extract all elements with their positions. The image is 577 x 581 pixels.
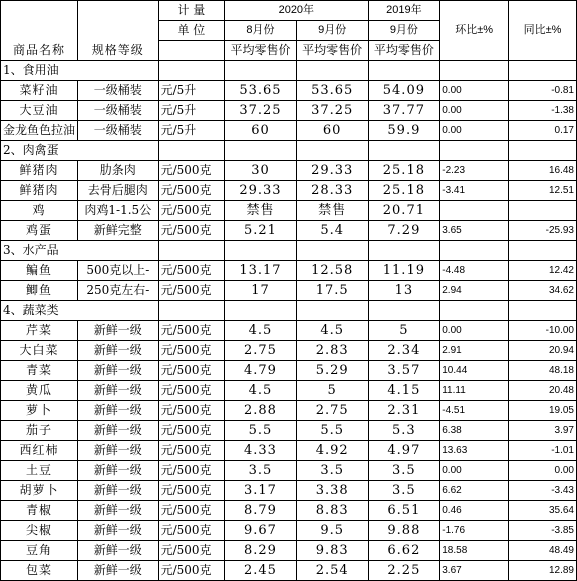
sep-2020-price-cell: 2.75 [296,401,368,421]
sep-2020-price-cell: 8.83 [296,501,368,521]
aug-2020-price-cell: 2.45 [225,561,297,581]
table-row [1,221,577,241]
mom-change-cell: 18.58 [440,541,509,561]
product-name-cell: 土豆 [1,461,78,481]
mom-change-cell: 3.67 [440,561,509,581]
product-name-cell: 茄子 [1,421,78,441]
product-name-cell: 青菜 [1,361,78,381]
sep-2019-price-cell: 6.51 [368,501,440,521]
yoy-change-cell: 35.64 [509,501,577,521]
section-empty-cell [296,61,368,81]
table-row [1,541,577,561]
spec-cell: 新鲜一级 [78,341,159,361]
spec-cell: 新鲜一级 [78,461,159,481]
unit-cell: 元/500克 [158,361,225,381]
sep-2019-price-cell: 20.71 [368,201,440,221]
spec-cell: 新鲜一级 [78,321,159,341]
section-empty-cell [158,61,225,81]
product-name-cell: 黄瓜 [1,381,78,401]
product-name-cell: 包菜 [1,561,78,581]
yoy-change-cell: -25.93 [509,221,577,241]
aug-2020-price-cell: 30 [225,161,297,181]
yoy-header: 同比±% [509,1,577,61]
section-empty-cell [225,61,297,81]
sep-2020-price-cell: 9.83 [296,541,368,561]
aug-2020-price-cell: 8.79 [225,501,297,521]
unit-cell: 元/500克 [158,501,225,521]
product-name-cell: 鲜猪肉 [1,161,78,181]
unit-header-empty [158,41,225,61]
header-empty-cell [78,21,159,41]
avg-price-header-aug: 平均零售价 [225,41,297,61]
section-empty-cell [368,61,440,81]
mom-change-cell: 0.00 [440,121,509,141]
aug-2020-price-cell: 3.5 [225,461,297,481]
yoy-change-cell: -3.85 [509,521,577,541]
sep-2019-price-cell: 5.3 [368,421,440,441]
product-name-cell: 胡萝卜 [1,481,78,501]
spec-cell: 500克以上- [78,261,159,281]
sep-2019-price-cell: 4.97 [368,441,440,461]
sep-2020-price-cell: 5.5 [296,421,368,441]
avg-price-header-2019: 平均零售价 [368,41,440,61]
unit-cell: 元/500克 [158,161,225,181]
unit-header: 单 位 [158,21,225,41]
section-empty-cell [440,301,509,321]
sep-2019-price-cell: 37.77 [368,101,440,121]
aug-2020-price-cell: 37.25 [225,101,297,121]
aug-2020-price-cell: 4.5 [225,321,297,341]
spec-cell: 新鲜一级 [78,521,159,541]
measure-header: 计 量 [158,1,225,21]
spec-cell: 新鲜一级 [78,481,159,501]
product-name-cell: 菜籽油 [1,81,78,101]
unit-cell: 元/500克 [158,201,225,221]
spec-cell: 新鲜一级 [78,421,159,441]
sep-2020-price-cell: 12.58 [296,261,368,281]
section-empty-cell [509,61,577,81]
aug-2020-price-cell: 4.33 [225,441,297,461]
sep-2020-price-cell: 2.83 [296,341,368,361]
mom-change-cell: 10.44 [440,361,509,381]
section-empty-cell [509,241,577,261]
section-empty-cell [158,241,225,261]
mom-change-cell: -4.48 [440,261,509,281]
table-row [1,361,577,381]
sep-2020-price-cell: 37.25 [296,101,368,121]
section-title: 3、水产品 [1,241,78,261]
sep-2019-price-cell: 25.18 [368,181,440,201]
mom-change-cell: 6.62 [440,481,509,501]
sep-2019-price-cell: 2.25 [368,561,440,581]
aug-2020-price-cell: 60 [225,121,297,141]
year-2019-header: 2019年 [368,1,440,21]
table-row [1,341,577,361]
yoy-change-cell: 0.00 [509,461,577,481]
aug-2020-price-cell: 禁售 [225,201,297,221]
table-row [1,261,577,281]
sep-2020-price-cell: 28.33 [296,181,368,201]
spec-cell: 去骨后腿肉 [78,181,159,201]
yoy-change-cell: -10.00 [509,321,577,341]
sep-2019-price-cell: 11.19 [368,261,440,281]
yoy-change-cell: 12.89 [509,561,577,581]
yoy-change-cell: 12.51 [509,181,577,201]
yoy-change-cell: -3.43 [509,481,577,501]
yoy-change-cell: -0.81 [509,81,577,101]
mom-change-cell: 6.38 [440,421,509,441]
section-empty-cell [225,241,297,261]
aug-2020-price-cell: 5.21 [225,221,297,241]
mom-change-cell: 13.63 [440,441,509,461]
section-empty-cell [368,141,440,161]
yoy-change-cell: 20.94 [509,341,577,361]
table-row [1,561,577,581]
table-row [1,421,577,441]
product-name-cell: 鲫鱼 [1,281,78,301]
header-row-1 [1,1,577,21]
sep-2020-price-cell: 3.38 [296,481,368,501]
section-row [1,301,577,321]
yoy-change-cell: -1.01 [509,441,577,461]
table-row [1,101,577,121]
aug-2020-price-cell: 13.17 [225,261,297,281]
aug-2020-price-cell: 29.33 [225,181,297,201]
sep-2019-header: 9月份 [368,21,440,41]
sep-2020-price-cell: 5.29 [296,361,368,381]
section-row [1,141,577,161]
unit-cell: 元/500克 [158,261,225,281]
table-row [1,121,577,141]
spec-cell: 一级桶装 [78,121,159,141]
unit-cell: 元/500克 [158,481,225,501]
mom-change-cell: 3.65 [440,221,509,241]
unit-cell: 元/500克 [158,521,225,541]
sep-2019-price-cell: 3.5 [368,481,440,501]
avg-price-header-sep: 平均零售价 [296,41,368,61]
sep-2020-price-cell: 4.92 [296,441,368,461]
unit-cell: 元/500克 [158,461,225,481]
spec-cell: 新鲜一级 [78,441,159,461]
table-row [1,201,577,221]
product-name-cell: 鸡蛋 [1,221,78,241]
unit-cell: 元/500克 [158,221,225,241]
yoy-change-cell: 20.48 [509,381,577,401]
section-blank-cell [78,61,159,81]
sep-2019-price-cell: 59.9 [368,121,440,141]
table-row [1,81,577,101]
mom-change-cell: -2.23 [440,161,509,181]
aug-2020-price-cell: 2.75 [225,341,297,361]
product-name-cell: 鳊鱼 [1,261,78,281]
unit-cell: 元/500克 [158,181,225,201]
section-empty-cell [296,141,368,161]
unit-cell: 元/500克 [158,541,225,561]
product-name-cell: 芹菜 [1,321,78,341]
product-name-cell: 青椒 [1,501,78,521]
price-table-body [1,1,577,581]
table-row [1,461,577,481]
table-row [1,281,577,301]
section-empty-cell [440,241,509,261]
mom-change-cell: 0.00 [440,461,509,481]
sep-2020-price-cell: 29.33 [296,161,368,181]
sep-2019-price-cell: 6.62 [368,541,440,561]
product-name-header: 商品名称 [1,41,78,61]
sep-2019-price-cell: 2.34 [368,341,440,361]
section-empty-cell [225,141,297,161]
section-empty-cell [158,301,225,321]
aug-2020-price-cell: 2.88 [225,401,297,421]
header-empty-cell [1,1,78,21]
aug-2020-price-cell: 4.5 [225,381,297,401]
sep-2019-price-cell: 9.88 [368,521,440,541]
spec-cell: 新鲜一级 [78,361,159,381]
table-row [1,501,577,521]
sep-header: 9月份 [296,21,368,41]
section-row [1,241,577,261]
yoy-change-cell [509,201,577,221]
table-row [1,481,577,501]
section-empty-cell [509,141,577,161]
spec-cell: 250克左右- [78,281,159,301]
section-empty-cell [296,301,368,321]
product-name-cell: 萝卜 [1,401,78,421]
mom-change-cell [440,201,509,221]
section-title: 2、肉禽蛋 [1,141,78,161]
aug-2020-price-cell: 8.29 [225,541,297,561]
unit-cell: 元/5升 [158,121,225,141]
table-row [1,521,577,541]
spec-cell: 一级桶装 [78,81,159,101]
section-title: 1、食用油 [1,61,78,81]
yoy-change-cell: 34.62 [509,281,577,301]
yoy-change-cell: -1.38 [509,101,577,121]
section-empty-cell [440,141,509,161]
unit-cell: 元/500克 [158,341,225,361]
mom-change-cell: -3.41 [440,181,509,201]
sep-2020-price-cell: 3.5 [296,461,368,481]
yoy-change-cell: 48.18 [509,361,577,381]
spec-cell: 肉鸡1-1.5公 [78,201,159,221]
product-name-cell: 西红柿 [1,441,78,461]
spec-cell: 一级桶装 [78,101,159,121]
section-empty-cell [509,301,577,321]
section-empty-cell [158,141,225,161]
spec-cell: 新鲜一级 [78,561,159,581]
unit-cell: 元/500克 [158,381,225,401]
mom-change-cell: -4.51 [440,401,509,421]
table-row [1,381,577,401]
unit-cell: 元/500克 [158,281,225,301]
sep-2020-price-cell: 17.5 [296,281,368,301]
mom-change-cell: 2.91 [440,341,509,361]
product-name-cell: 大豆油 [1,101,78,121]
spec-cell: 新鲜一级 [78,541,159,561]
sep-2020-price-cell: 禁售 [296,201,368,221]
aug-header: 8月份 [225,21,297,41]
unit-cell: 元/5升 [158,81,225,101]
table-row [1,181,577,201]
product-name-cell: 大白菜 [1,341,78,361]
spec-grade-header: 规格等级 [78,41,159,61]
table-row [1,161,577,181]
section-empty-cell [368,301,440,321]
yoy-change-cell: 12.42 [509,261,577,281]
sep-2020-price-cell: 2.54 [296,561,368,581]
mom-change-cell: -1.76 [440,521,509,541]
section-empty-cell [368,241,440,261]
product-name-cell: 鸡 [1,201,78,221]
sep-2020-price-cell: 9.5 [296,521,368,541]
unit-cell: 元/500克 [158,441,225,461]
sep-2019-price-cell: 5 [368,321,440,341]
mom-change-cell: 0.00 [440,81,509,101]
table-row [1,441,577,461]
sep-2019-price-cell: 2.31 [368,401,440,421]
aug-2020-price-cell: 5.5 [225,421,297,441]
unit-cell: 元/500克 [158,321,225,341]
sep-2020-price-cell: 60 [296,121,368,141]
unit-cell: 元/500克 [158,561,225,581]
unit-cell: 元/500克 [158,401,225,421]
section-row [1,61,577,81]
sep-2019-price-cell: 7.29 [368,221,440,241]
section-blank-cell [78,301,159,321]
aug-2020-price-cell: 53.65 [225,81,297,101]
product-name-cell: 金龙鱼色拉油 [1,121,78,141]
mom-change-cell: 0.00 [440,101,509,121]
sep-2019-price-cell: 25.18 [368,161,440,181]
sep-2019-price-cell: 13 [368,281,440,301]
table-row [1,401,577,421]
sep-2020-price-cell: 4.5 [296,321,368,341]
product-name-cell: 尖椒 [1,521,78,541]
sep-2020-price-cell: 5.4 [296,221,368,241]
sep-2020-price-cell: 53.65 [296,81,368,101]
yoy-change-cell: 16.48 [509,161,577,181]
header-empty-cell [1,21,78,41]
sep-2019-price-cell: 4.15 [368,381,440,401]
spec-cell: 新鲜一级 [78,501,159,521]
aug-2020-price-cell: 4.79 [225,361,297,381]
product-name-cell: 豆角 [1,541,78,561]
sep-2019-price-cell: 3.57 [368,361,440,381]
yoy-change-cell: 48.49 [509,541,577,561]
year-2020-header: 2020年 [225,1,368,21]
section-blank-cell [78,241,159,261]
product-name-cell: 鲜猪肉 [1,181,78,201]
section-empty-cell [225,301,297,321]
section-blank-cell [78,141,159,161]
header-empty-cell [78,1,159,21]
section-empty-cell [440,61,509,81]
sep-2019-price-cell: 54.09 [368,81,440,101]
aug-2020-price-cell: 17 [225,281,297,301]
spec-cell: 肋条肉 [78,161,159,181]
yoy-change-cell: 19.05 [509,401,577,421]
mom-change-cell: 0.46 [440,501,509,521]
yoy-change-cell: 3.97 [509,421,577,441]
mom-change-cell: 0.00 [440,321,509,341]
aug-2020-price-cell: 3.17 [225,481,297,501]
yoy-change-cell: 0.17 [509,121,577,141]
mom-change-cell: 11.11 [440,381,509,401]
spec-cell: 新鲜完整 [78,221,159,241]
table-row [1,321,577,341]
aug-2020-price-cell: 9.67 [225,521,297,541]
sep-2019-price-cell: 3.5 [368,461,440,481]
unit-cell: 元/5升 [158,101,225,121]
spec-cell: 新鲜一级 [78,381,159,401]
mom-change-cell: 2.94 [440,281,509,301]
spec-cell: 新鲜一级 [78,401,159,421]
sep-2020-price-cell: 5 [296,381,368,401]
section-title: 4、蔬菜类 [1,301,78,321]
mom-header: 环比±% [440,1,509,61]
unit-cell: 元/500克 [158,421,225,441]
section-empty-cell [296,241,368,261]
